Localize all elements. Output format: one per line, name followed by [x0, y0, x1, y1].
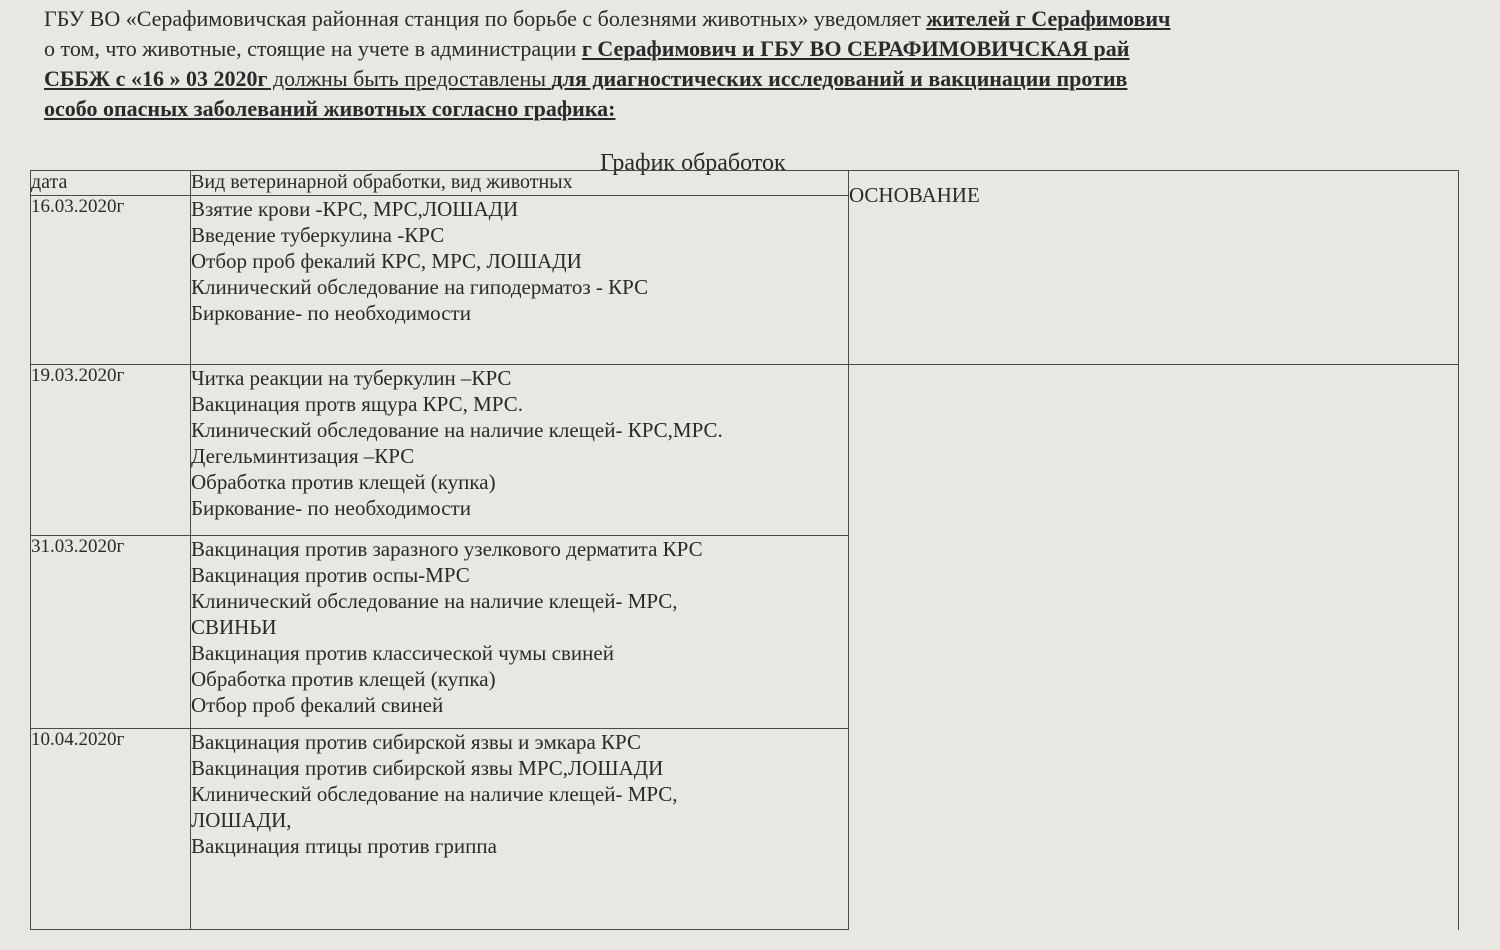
- header-basis: ОСНОВАНИЕ: [849, 171, 1459, 365]
- work-item: Дегельминтизация –КРС: [191, 444, 415, 468]
- work-item: Вакцинация птицы против гриппа: [191, 833, 497, 858]
- work-item: ЛОШАДИ,: [191, 807, 292, 832]
- work-item: Читка реакции на туберкулин –КРС: [191, 366, 512, 390]
- header-work: Вид ветеринарной обработки, вид животных: [191, 171, 849, 196]
- work-item: Введение туберкулина -КРС: [191, 223, 445, 248]
- row-date: 31.03.2020г: [31, 535, 191, 728]
- work-item: Клинический обследование на наличие клещей- КРС,МРС.: [191, 418, 723, 442]
- notice-line-1: [44, 4, 1484, 34]
- row-work: [191, 365, 849, 536]
- work-item: Вакцинация против сибирской язвы и эмкара КРС: [191, 729, 641, 754]
- work-item: Вакцинация против оспы-МРС: [191, 562, 470, 587]
- work-item: Вакцинация против сибирской язвы МРС,ЛОШАДИ: [191, 755, 664, 780]
- row-work: [191, 196, 849, 365]
- work-item: Отбор проб фекалий КРС, МРС, ЛОШАДИ: [191, 249, 582, 274]
- work-item: Биркование- по необходимости: [191, 301, 471, 326]
- work-item: Вакцинация против классической чумы свиней: [191, 640, 614, 665]
- row-date: 16.03.2020г: [31, 196, 191, 365]
- schedule-row: [31, 728, 1459, 929]
- work-item: Отбор проб фекалий свиней: [191, 692, 444, 717]
- row-date: 10.04.2020г: [31, 728, 191, 929]
- notice-intro: [44, 4, 1484, 124]
- notice-line-3-text: должны быть предоставлены: [267, 66, 552, 91]
- work-item: Клинический обследование на наличие клещей- МРС,: [191, 781, 678, 806]
- notice-line-3-emph-start: СББЖ с «16 » 03 2020г: [44, 66, 268, 91]
- row-date: 19.03.2020г: [31, 365, 191, 536]
- row-work: [191, 728, 849, 929]
- work-item: Вакцинация против заразного узелкового дерматита КРС: [191, 536, 703, 561]
- work-item: Клинический обследование на гиподерматоз - КРС: [191, 275, 649, 300]
- work-item: Клинический обследование на наличие клещей- МРС,: [191, 588, 678, 613]
- notice-line-4: [44, 94, 1484, 124]
- schedule-table: [30, 170, 1459, 930]
- schedule-header-row: [31, 171, 1459, 196]
- schedule-row: [31, 535, 1459, 728]
- work-item: Биркование- по необходимости: [191, 496, 471, 520]
- row-work: [191, 535, 849, 728]
- notice-line-2-text: о том, что животные, стоящие на учете в администрации: [44, 36, 582, 61]
- notice-line-2: [44, 34, 1484, 64]
- notice-line-3: [44, 64, 1484, 94]
- schedule-title: График обработок: [600, 150, 786, 176]
- notice-line-4-emph: особо опасных заболеваний животных согласно графика:: [44, 96, 616, 121]
- work-item: СВИНЬИ: [191, 614, 277, 639]
- notice-line-3-emph-end: для диагностических исследований и вакцинации против: [551, 66, 1128, 91]
- header-date: дата: [31, 171, 191, 196]
- notice-line-2-emph: г Серафимович и ГБУ ВО СЕРАФИМОВИЧСКАЯ рай: [581, 36, 1130, 61]
- schedule-row: [31, 365, 1459, 536]
- work-item: Вакцинация протв ящура КРС, МРС.: [191, 392, 523, 416]
- work-item: Взятие крови -КРС, МРС,ЛОШАДИ: [191, 197, 519, 222]
- work-item: Обработка против клещей (купка): [191, 666, 496, 691]
- notice-line-1-text: ГБУ ВО «Серафимовичская районная станция по борьбе с болезнями животных» уведомляет: [44, 6, 927, 31]
- work-item: Обработка против клещей (купка): [191, 470, 496, 494]
- notice-line-1-emph: жителей г Серафимович: [926, 6, 1171, 31]
